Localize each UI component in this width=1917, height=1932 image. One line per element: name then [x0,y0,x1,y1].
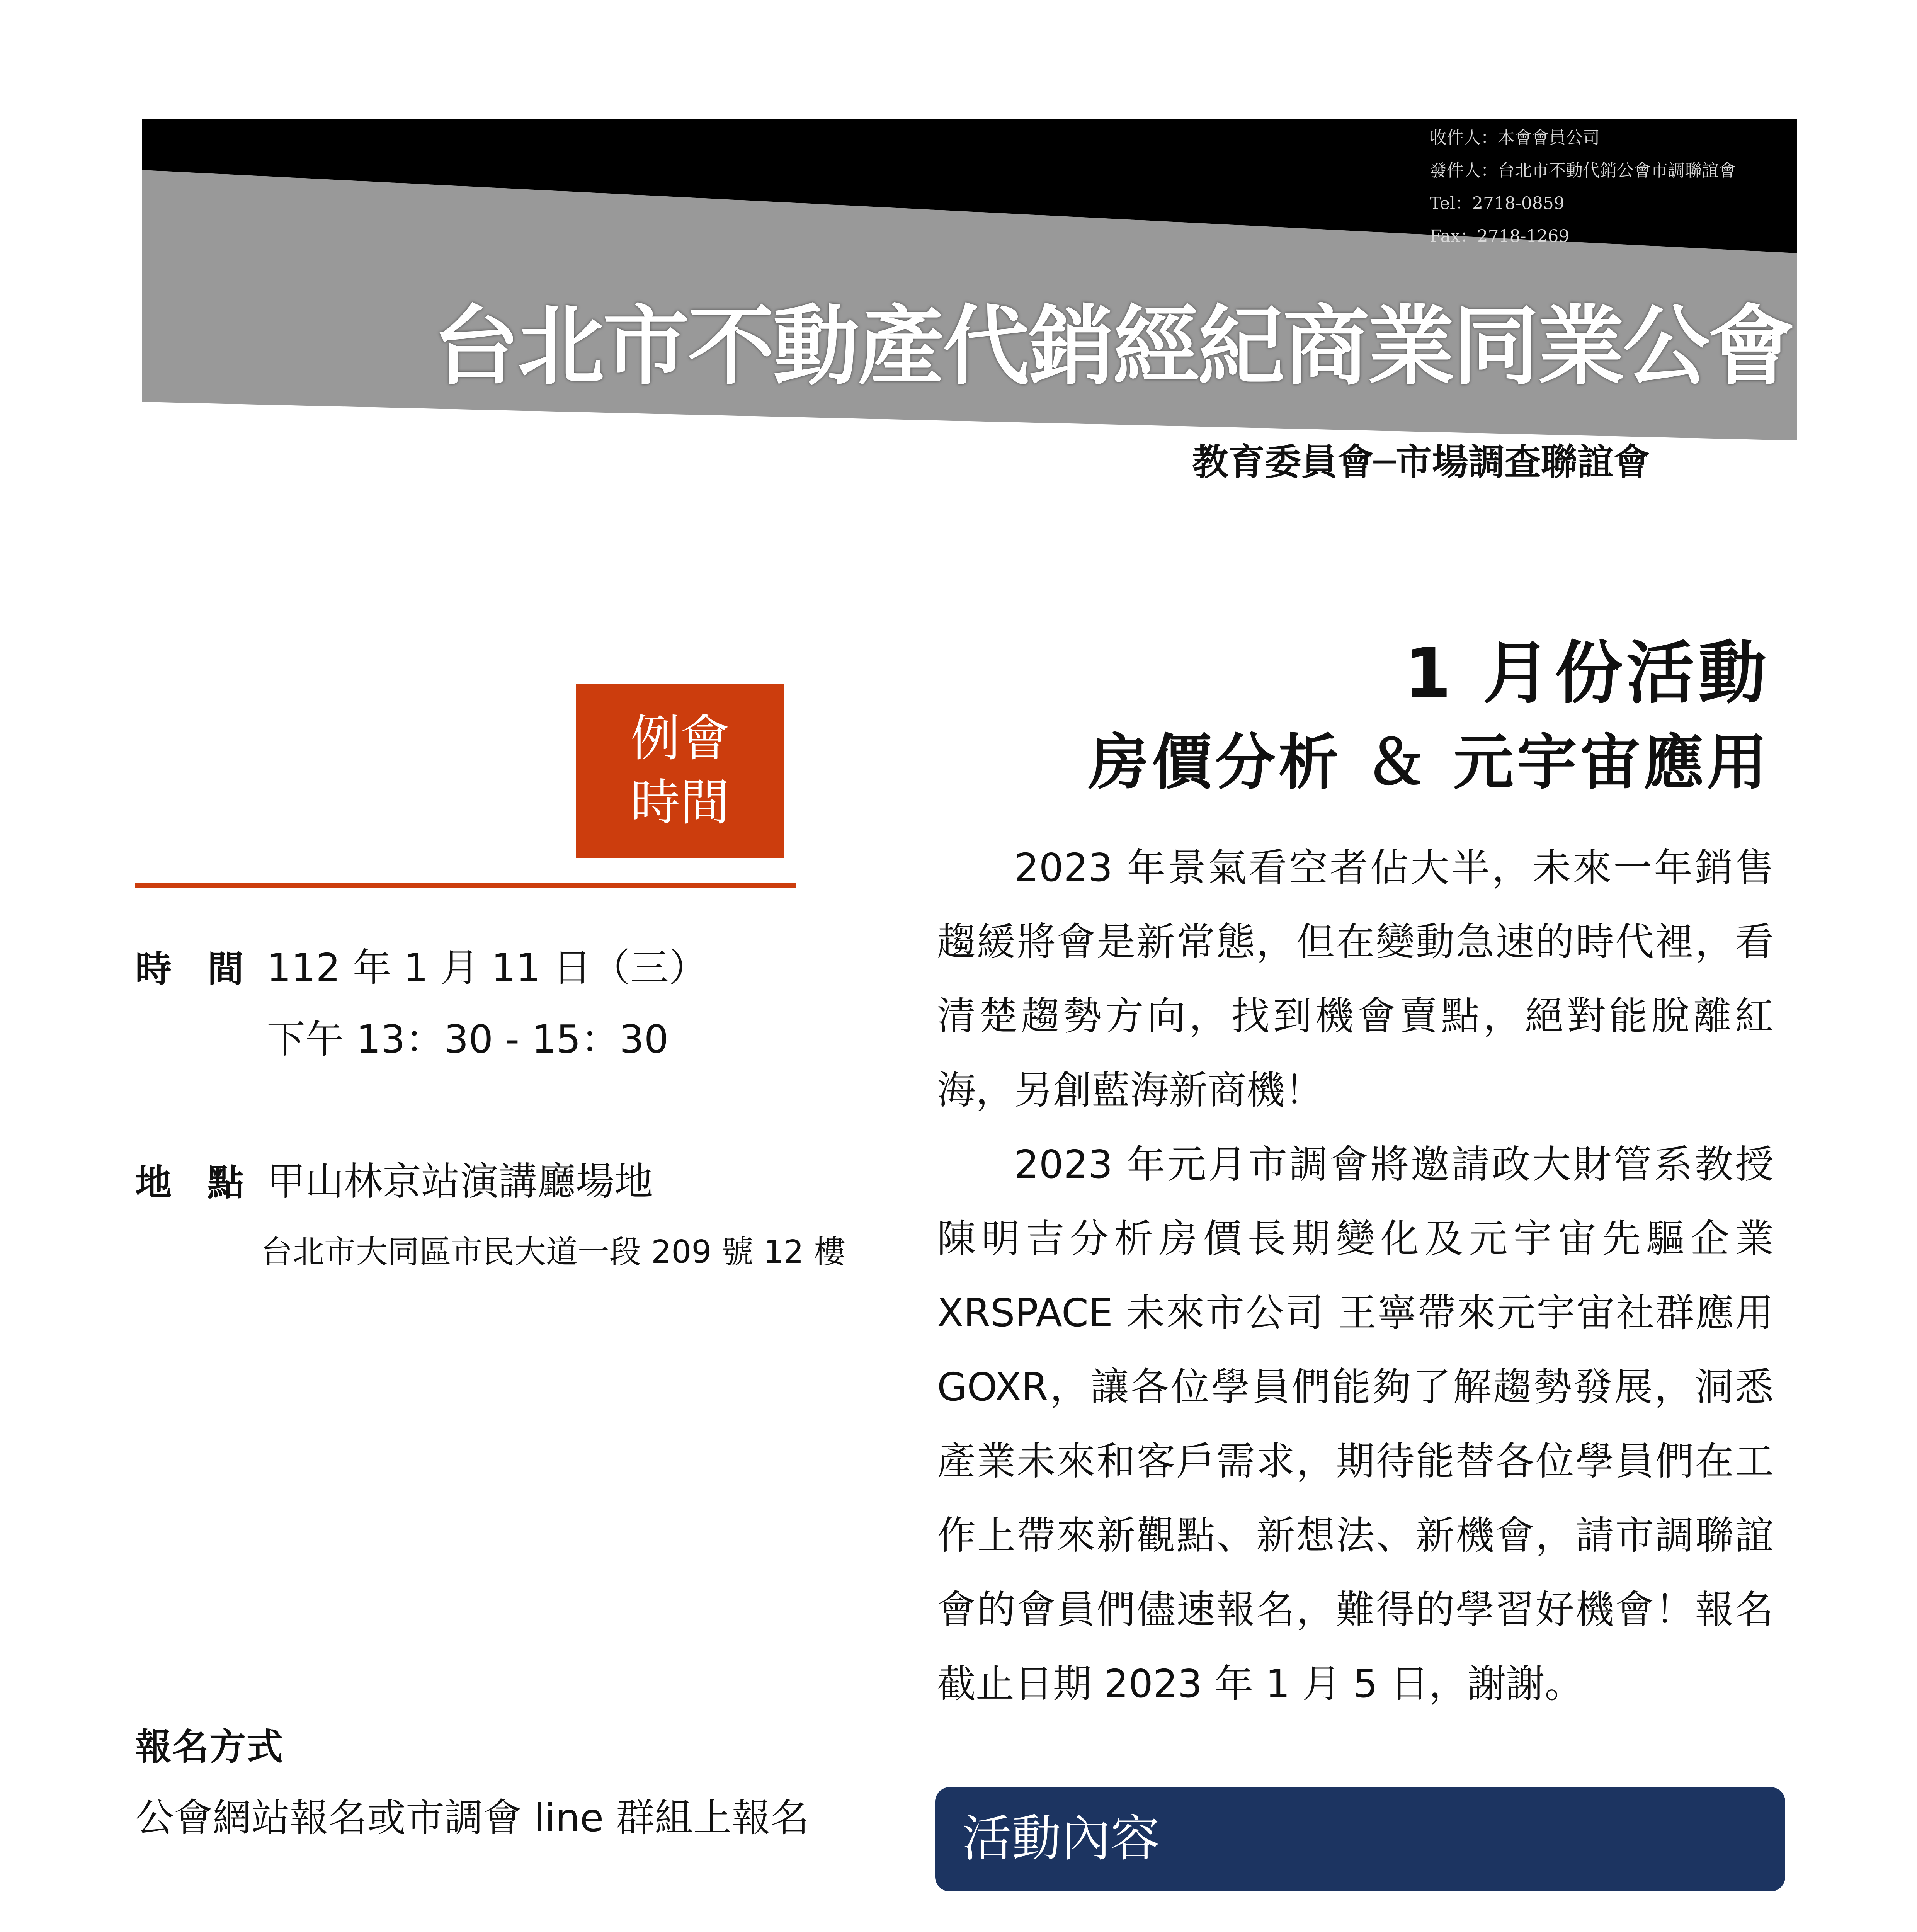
committee-subtitle: 教育委員會─市場調查聯誼會 [1192,441,1650,483]
meeting-hours: 下午 13：30 - 15：30 [267,1017,669,1062]
place-label: 地 點 [135,1162,255,1204]
contact-tel: Tel：2718-0859 [1430,194,1565,213]
contact-sender: 發件人：台北市不動代銷公會市調聯誼會 [1430,161,1736,180]
time-label: 時 間 [135,948,255,990]
meeting-badge-line1: 例會 [630,709,730,767]
event-month-title: 1 月份活動 [1404,634,1770,713]
meeting-time-badge [576,684,784,858]
registration-label: 報名方式 [135,1726,284,1768]
organization-title: 台北市不動產代銷經紀商業同業公會 [433,296,1793,397]
venue-address: 台北市大同區市民大道一段 209 號 12 樓 [261,1234,846,1270]
divider-top [135,883,796,888]
intro-paragraph-1: 2023 年景氣看空者佔大半，未來一年銷售趨緩將會是新常態，但在變動急速的時代裡，看清楚趨勢方向，找到機會賣點，絕對能脫離紅海，另創藍海新商機！ [937,845,1774,1113]
venue-name: 甲山林京站演講廳場地 [267,1159,653,1204]
contact-fax: Fax：2718-1269 [1430,226,1570,246]
registration-method: 公會網站報名或市調會 line 群組上報名 [135,1795,810,1840]
meeting-badge-line2: 時間 [630,774,730,832]
content-section-title: 活動內容 [962,1810,1160,1867]
intro-paragraph-2: 2023 年元月市調會將邀請政大財管系教授陳明吉分析房價長期變化及元宇宙先驅企業 XRSPACE 未來市公司 王寧帶來元宇宙社群應用 GOXR，讓各位學員們能夠了解趨勢發展，洞悉產業未來和客戶需求，期待能替各位學員們在工作上帶來新觀點、新想法、新機會，請市調聯誼會的會員們儘速報名，難得的學習好機會！報名截止日期 2023 年 1 月 5 日，謝謝。 [937,1142,1774,1706]
event-topic-title: 房價分析 ＆ 元宇宙應用 [1088,727,1770,798]
meeting-date: 112 年 1 月 11 日（三） [267,945,708,990]
contact-recipient: 收件人：本會會員公司 [1430,128,1600,148]
